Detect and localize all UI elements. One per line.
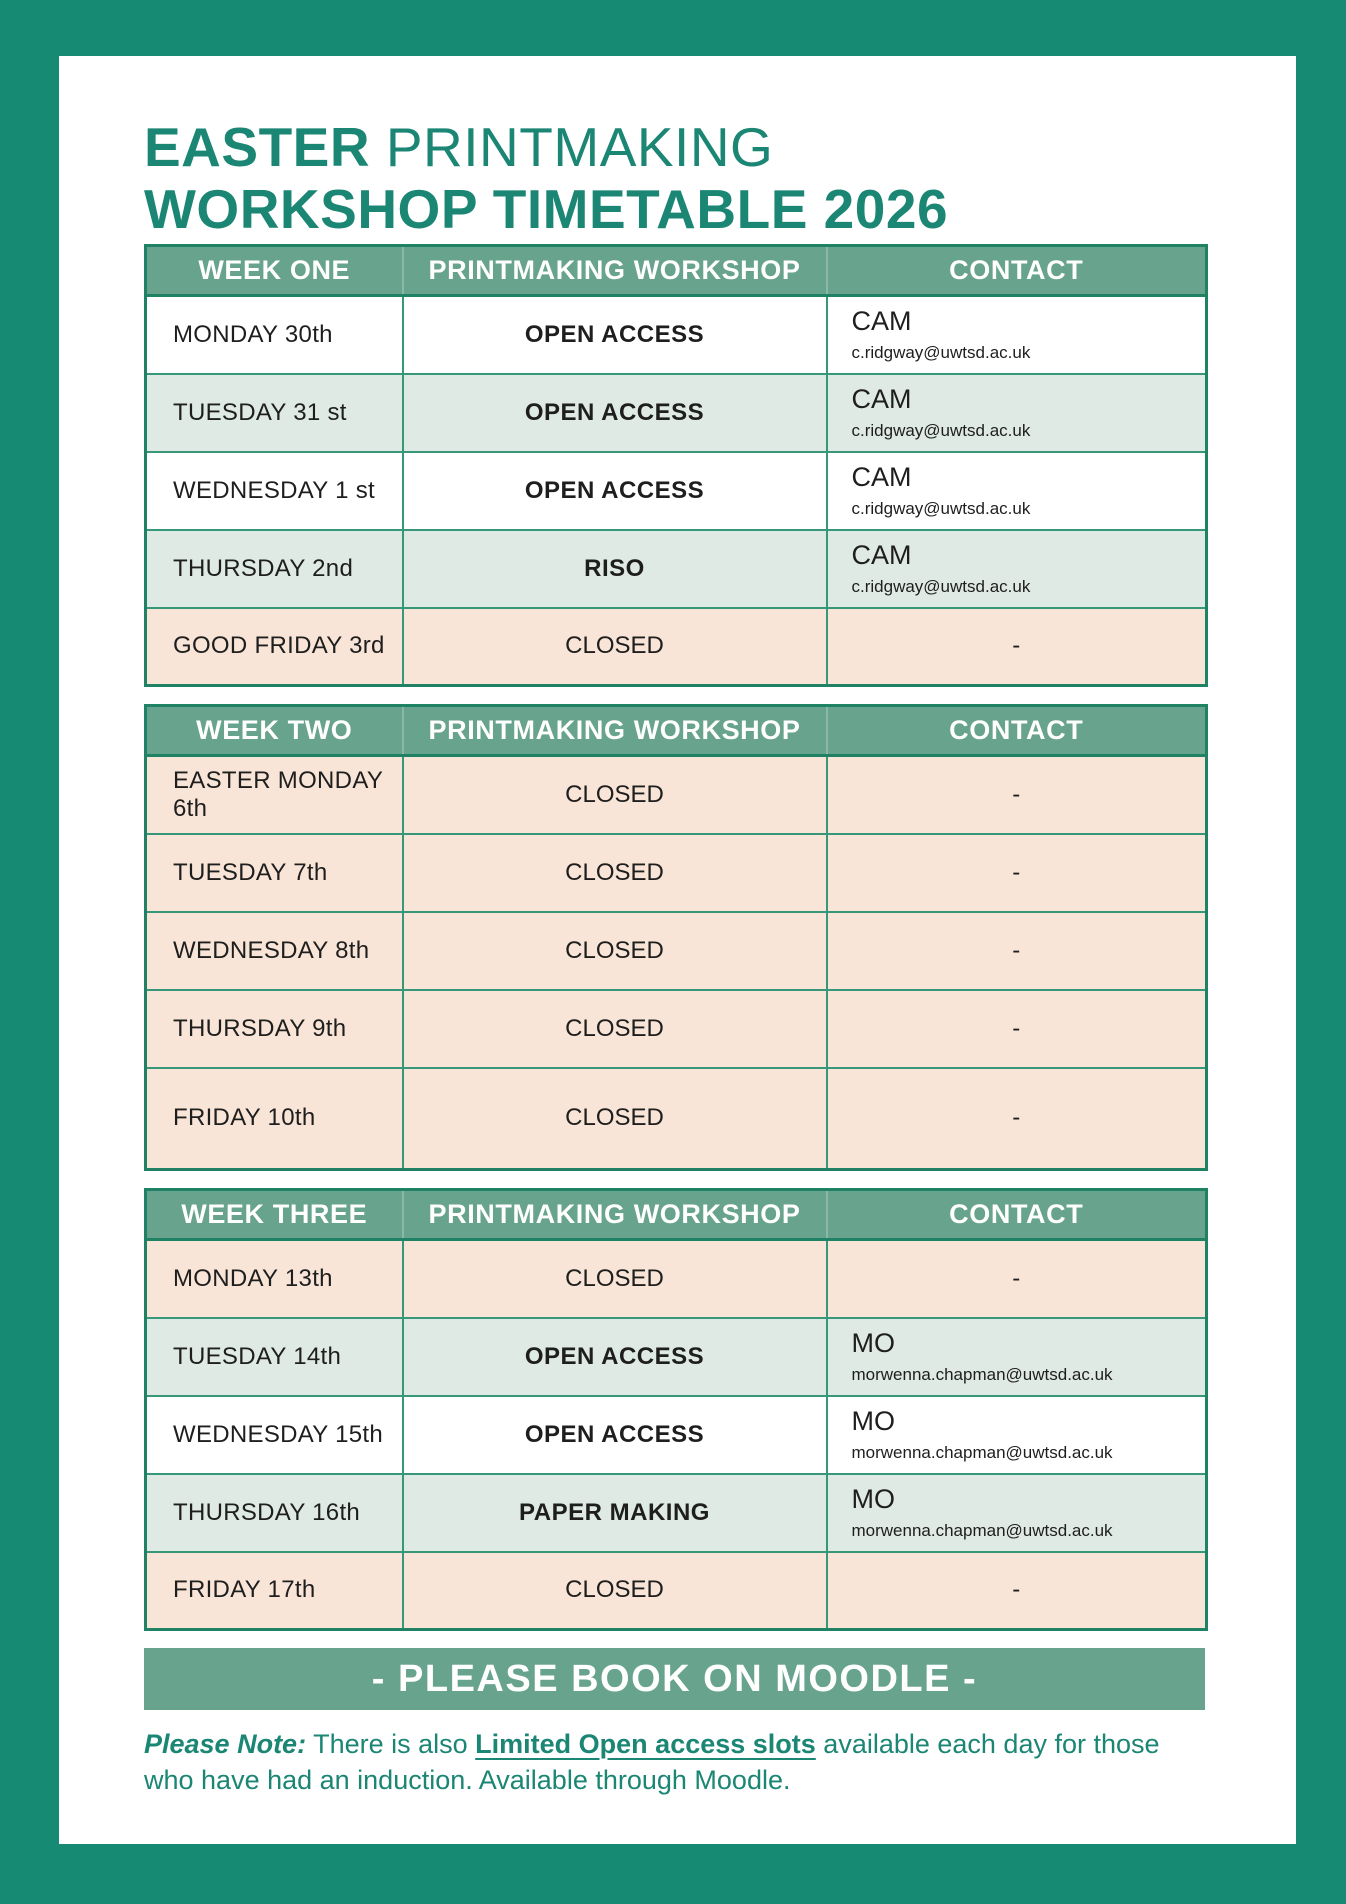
contact-cell bbox=[827, 1318, 1207, 1396]
workshop-cell: OPEN ACCESS bbox=[403, 296, 827, 374]
moodle-banner-text: - PLEASE BOOK ON MOODLE - bbox=[371, 1657, 978, 1700]
contact-email: c.ridgway@uwtsd.ac.uk bbox=[851, 577, 1031, 597]
title-line-1 bbox=[144, 116, 1205, 178]
header-row bbox=[146, 246, 1207, 296]
contact-cell bbox=[827, 374, 1207, 452]
day-cell: EASTER MONDAY 6th bbox=[146, 756, 403, 834]
day-cell: TUESDAY 7th bbox=[146, 834, 403, 912]
day-cell: TUESDAY 31 st bbox=[146, 374, 403, 452]
table-row bbox=[146, 1240, 1207, 1318]
table-row bbox=[146, 1552, 1207, 1630]
day-cell: MONDAY 30th bbox=[146, 296, 403, 374]
contact-dash: - bbox=[1012, 1014, 1021, 1042]
note-before-link: There is also bbox=[306, 1729, 476, 1759]
header-row bbox=[146, 706, 1207, 756]
table-row bbox=[146, 1068, 1207, 1170]
contact-cell bbox=[827, 452, 1207, 530]
contact-cell bbox=[827, 1240, 1207, 1318]
contact-dash: - bbox=[1012, 1264, 1021, 1292]
day-cell: TUESDAY 14th bbox=[146, 1318, 403, 1396]
table-row bbox=[146, 296, 1207, 374]
contact-name: MO bbox=[851, 1483, 895, 1514]
workshop-header: PRINTMAKING WORKSHOP bbox=[403, 1190, 827, 1240]
contact-email: morwenna.chapman@uwtsd.ac.uk bbox=[851, 1443, 1113, 1463]
contact-email: c.ridgway@uwtsd.ac.uk bbox=[851, 499, 1031, 519]
moodle-banner bbox=[144, 1648, 1205, 1710]
contact-dash: - bbox=[1012, 858, 1021, 886]
contact-name: MO bbox=[851, 1327, 895, 1358]
day-cell: THURSDAY 16th bbox=[146, 1474, 403, 1552]
note-prefix: Please Note: bbox=[144, 1729, 307, 1759]
day-cell: GOOD FRIDAY 3rd bbox=[146, 608, 403, 686]
workshop-cell: CLOSED bbox=[403, 990, 827, 1068]
workshop-cell: OPEN ACCESS bbox=[403, 1318, 827, 1396]
day-cell: WEDNESDAY 1 st bbox=[146, 452, 403, 530]
contact-name: CAM bbox=[851, 539, 912, 570]
contact-email: c.ridgway@uwtsd.ac.uk bbox=[851, 343, 1031, 363]
contact-cell bbox=[827, 756, 1207, 834]
week-label-header: WEEK ONE bbox=[146, 246, 403, 296]
week-label-header: WEEK TWO bbox=[146, 706, 403, 756]
workshop-cell: CLOSED bbox=[403, 756, 827, 834]
page bbox=[59, 56, 1296, 1844]
contact-cell bbox=[827, 1068, 1207, 1170]
workshop-cell: OPEN ACCESS bbox=[403, 374, 827, 452]
day-cell: WEDNESDAY 8th bbox=[146, 912, 403, 990]
note-link: Limited Open access slots bbox=[475, 1729, 816, 1759]
table-row bbox=[146, 1396, 1207, 1474]
table-row bbox=[146, 452, 1207, 530]
timetable-week-2 bbox=[144, 704, 1208, 1171]
contact-name: CAM bbox=[851, 306, 912, 337]
workshop-cell: CLOSED bbox=[403, 608, 827, 686]
table-row bbox=[146, 530, 1207, 608]
contact-cell bbox=[827, 608, 1207, 686]
title-printmaking: PRINTMAKING bbox=[370, 116, 774, 178]
contact-cell bbox=[827, 1552, 1207, 1630]
page-title bbox=[144, 116, 1205, 240]
table-row bbox=[146, 374, 1207, 452]
table-row bbox=[146, 608, 1207, 686]
day-cell: THURSDAY 2nd bbox=[146, 530, 403, 608]
contact-header: CONTACT bbox=[827, 1190, 1207, 1240]
day-cell: MONDAY 13th bbox=[146, 1240, 403, 1318]
contact-name: CAM bbox=[851, 461, 912, 492]
tables-container bbox=[144, 244, 1205, 1631]
contact-dash: - bbox=[1012, 1104, 1021, 1132]
workshop-cell: CLOSED bbox=[403, 1552, 827, 1630]
table-row bbox=[146, 1474, 1207, 1552]
title-easter: EASTER bbox=[144, 116, 371, 178]
contact-dash: - bbox=[1012, 632, 1021, 660]
table-row bbox=[146, 912, 1207, 990]
workshop-header: PRINTMAKING WORKSHOP bbox=[403, 246, 827, 296]
contact-cell bbox=[827, 1474, 1207, 1552]
day-cell: FRIDAY 17th bbox=[146, 1552, 403, 1630]
contact-cell bbox=[827, 834, 1207, 912]
workshop-cell: CLOSED bbox=[403, 1068, 827, 1170]
contact-header: CONTACT bbox=[827, 246, 1207, 296]
header-row bbox=[146, 1190, 1207, 1240]
contact-cell bbox=[827, 990, 1207, 1068]
week-label-header: WEEK THREE bbox=[146, 1190, 403, 1240]
contact-dash: - bbox=[1012, 780, 1021, 808]
table-row bbox=[146, 1318, 1207, 1396]
table-row bbox=[146, 834, 1207, 912]
contact-email: morwenna.chapman@uwtsd.ac.uk bbox=[851, 1521, 1113, 1541]
contact-dash: - bbox=[1012, 1576, 1021, 1604]
workshop-cell: OPEN ACCESS bbox=[403, 452, 827, 530]
day-cell: THURSDAY 9th bbox=[146, 990, 403, 1068]
table-row bbox=[146, 756, 1207, 834]
timetable-week-1 bbox=[144, 244, 1208, 687]
workshop-cell: RISO bbox=[403, 530, 827, 608]
contact-cell bbox=[827, 1396, 1207, 1474]
day-cell: FRIDAY 10th bbox=[146, 1068, 403, 1170]
content bbox=[144, 56, 1205, 1798]
contact-name: MO bbox=[851, 1405, 895, 1436]
workshop-header: PRINTMAKING WORKSHOP bbox=[403, 706, 827, 756]
timetable-week-3 bbox=[144, 1188, 1208, 1631]
contact-header: CONTACT bbox=[827, 706, 1207, 756]
contact-cell bbox=[827, 912, 1207, 990]
contact-cell bbox=[827, 296, 1207, 374]
workshop-cell: CLOSED bbox=[403, 912, 827, 990]
contact-dash: - bbox=[1012, 936, 1021, 964]
title-line-2: WORKSHOP TIMETABLE 2026 bbox=[144, 178, 949, 240]
contact-email: morwenna.chapman@uwtsd.ac.uk bbox=[851, 1365, 1113, 1385]
workshop-cell: CLOSED bbox=[403, 1240, 827, 1318]
note-after-link: available each day for those who have had an induction. Available through Moodle. bbox=[144, 1729, 1160, 1795]
contact-email: c.ridgway@uwtsd.ac.uk bbox=[851, 421, 1031, 441]
workshop-cell: OPEN ACCESS bbox=[403, 1396, 827, 1474]
day-cell: WEDNESDAY 15th bbox=[146, 1396, 403, 1474]
table-row bbox=[146, 990, 1207, 1068]
note bbox=[144, 1726, 1205, 1798]
workshop-cell: PAPER MAKING bbox=[403, 1474, 827, 1552]
contact-name: CAM bbox=[851, 383, 912, 414]
contact-cell bbox=[827, 530, 1207, 608]
workshop-cell: CLOSED bbox=[403, 834, 827, 912]
